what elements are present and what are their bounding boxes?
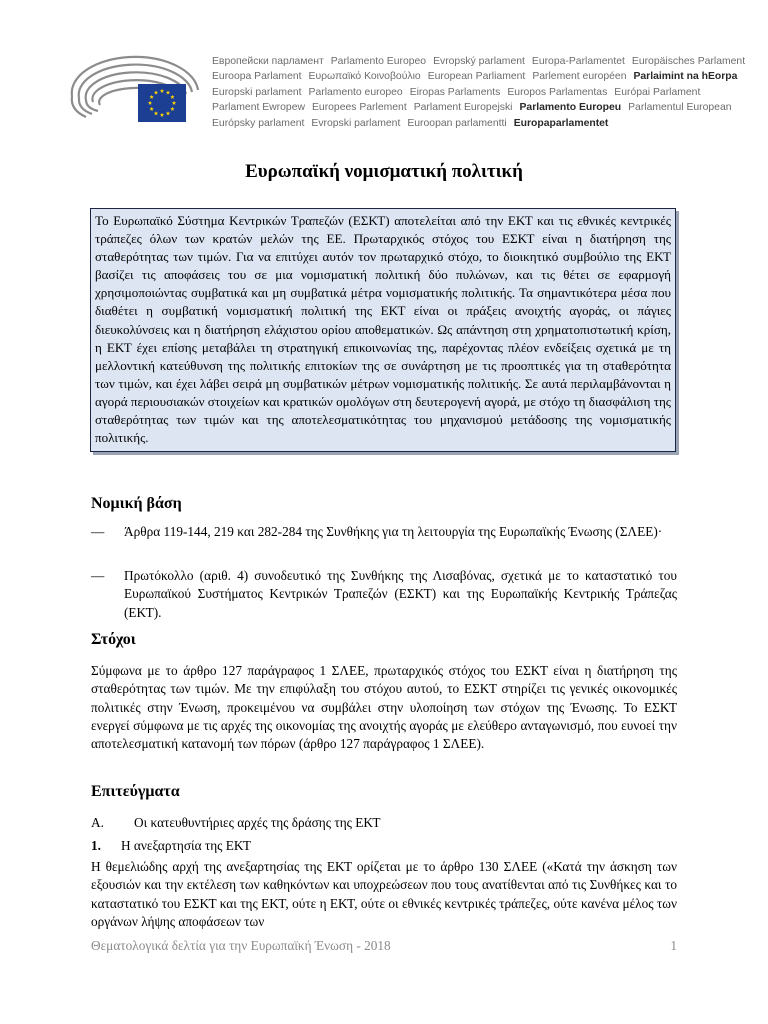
page-header [0, 0, 768, 140]
language-row [212, 69, 752, 84]
section-a-heading [91, 815, 381, 831]
section-1-heading [91, 838, 251, 854]
list-item-text: Πρωτόκολλο (αριθ. 4) συνοδευτικό της Συνθήκης της Λισαβόνας, σχετικά με το καταστατικό του Ευρωπαϊκού Συστήματος Κεντρικών Τραπεζών (ΕΣΚΤ) και της Ευρωπαϊκής Κεντρικής Τράπεζας (ΕΚΤ). [124, 568, 677, 620]
page-footer [91, 938, 677, 954]
list-item-text: Άρθρα 119-144, 219 και 282-284 της Συνθήκης για τη λειτουργία της Ευρωπαϊκής Ένωσης (ΣΛΕΕ)· [124, 524, 663, 539]
bullet-dash: — [91, 524, 105, 539]
language-row [212, 100, 752, 115]
language-name: Evropský parlament [433, 56, 525, 67]
language-row [212, 85, 752, 100]
language-name: Európsky parlament [212, 117, 305, 129]
language-row [212, 116, 752, 131]
language-name: Parlamento Europeo [330, 56, 427, 67]
language-name: Europees Parlement [311, 102, 407, 114]
language-name: Parlaimint na hEorpa [633, 71, 738, 83]
list-item [91, 567, 677, 622]
section-label: 1. [91, 838, 101, 853]
page-number: 1 [670, 938, 677, 953]
section-title: Οι κατευθυντήριες αρχές της δράσης της ΕΚΤ [134, 815, 381, 830]
language-name: Европейски парламент [212, 56, 324, 67]
european-parliament-logo [66, 50, 204, 126]
language-name: Parlament Ewropew [212, 102, 305, 114]
page-title: Ευρωπαϊκή νομισματική πολιτική [245, 161, 523, 182]
footer-title: Θεματολογικά δελτία για την Ευρωπαϊκή Ένωση - 2018 [91, 938, 391, 953]
language-name: Europski parlament [212, 86, 302, 98]
language-name: Europaparlamentet [513, 117, 609, 129]
language-name: Parlement européen [532, 71, 627, 83]
summary-box: Το Ευρωπαϊκό Σύστημα Κεντρικών Τραπεζών (ΕΣΚΤ) αποτελείται από την ΕΚΤ και τις εθνικές κεντρικές τράπεζες όλων των κρατών μελών της ΕΕ. Πρωταρχικός στόχος του ΕΣΚΤ είναι η διατήρηση της σταθερότητας των τιμών. Για να επιτύχει αυτόν τον πρωταρχικό στόχο, το διοικητικό συμβούλιο της ΕΚΤ βασίζει τις αποφάσεις του σε μια νομισματική πολιτική δύο πυλώνων, και τις θέτει σε εφαρμογή χρησιμοποιώντας συμβατικά και μη συμβατικά μέτρα νομισματικής πολιτικής. Τα σημαντικότερα μέσα που διαθέτει η συμβατική νομισματική πολιτική της ΕΚΤ είναι οι πράξεις ανοιχτής αγοράς, οι πάγιες διευκολύνσεις και η διατήρηση ελάχιστου ορίου αποθεματικών. Ως απάντηση στη χρηματοπιστωτική κρίση, η ΕΚΤ έχει επίσης μεταβάλει τη στρατηγική επικοινωνίας της, παρέχοντας πλέον ενδείξεις σχετικά με τη μελλοντική κατεύθυνση της πολιτικής επιτοκίων της σε συνάρτηση με τις προοπτικές για τη σταθερότητα των τιμών, και έχει λάβει σειρά μη συμβατικών μέτρων νομισματικής πολιτικής. Σε αυτά περιλαμβάνονται η αγορά περιουσιακών στοιχείων και κρατικών ομολόγων στη δευτερογενή αγορά, με στόχο τη διασφάλιση της σταθερότητας των τιμών και της αποτελεσματικότητας του μηχανισμού μετάδοσης της νομισματικής πολιτικής. [90, 208, 676, 452]
language-name: Euroopan parlamentti [407, 117, 507, 129]
achievements-paragraph: Η θεμελιώδης αρχή της ανεξαρτησίας της ΕΚΤ ορίζεται με το άρθρο 130 ΣΛΕΕ («Κατά την άσκηση των εξουσιών και την εκτέλεση των καθηκόντων και υποχρεώσεων που τους ανατίθενται από τις Συνθήκες και το καταστατικό του ΕΣΚΤ και της ΕΚΤ, ούτε η ΕΚΤ, ούτε οι εθνικές κεντρικές τράπεζες, ούτε κανένα μέλος των οργάνων λήψης αποφάσεων των [91, 859, 677, 929]
language-name: Európai Parlament [614, 86, 701, 98]
language-name: Europos Parlamentas [507, 86, 608, 98]
heading-legal-basis: Νομική βάση [91, 495, 182, 512]
language-name: Parlamento europeo [308, 86, 403, 98]
list-item [91, 523, 677, 541]
section-title: Η ανεξαρτησία της ΕΚΤ [121, 838, 252, 853]
language-row [212, 54, 752, 69]
section-label: A. [91, 815, 104, 830]
heading-achievements: Επιτεύγματα [91, 783, 180, 800]
language-name: Euroopa Parlament [212, 71, 302, 83]
heading-objectives: Στόχοι [91, 631, 136, 648]
language-name: Europa-Parlamentet [531, 56, 625, 67]
language-name: Evropski parlament [311, 117, 401, 129]
language-name: Parlament Europejski [413, 102, 513, 114]
language-names [212, 54, 752, 131]
language-name: Europäisches Parlament [631, 56, 746, 67]
language-name: Ευρωπαϊκό Κοινοβούλιο [308, 71, 421, 83]
language-name: European Parliament [427, 71, 526, 83]
bullet-dash: — [91, 568, 105, 583]
language-name: Eiropas Parlaments [409, 86, 501, 98]
language-name: Parlamento Europeu [519, 102, 622, 114]
language-name: Parlamentul European [628, 102, 732, 114]
objectives-paragraph: Σύμφωνα με το άρθρο 127 παράγραφος 1 ΣΛΕΕ, πρωταρχικός στόχος του ΕΣΚΤ είναι η διατήρηση της σταθερότητας των τιμών. Με την επιφύλαξη του στόχου αυτού, το ΕΣΚΤ στηρίζει τις γενικές οικονομικές πολιτικές στην Ένωση, προκειμένου να συμβάλει στην υλοποίηση των στόχων της Ένωσης. Το ΕΣΚΤ ενεργεί σύμφωνα με τις αρχές της οικονομίας της ανοιχτής αγοράς με ελεύθερο ανταγωνισμό, που ευνοεί την αποτελεσματική κατανομή των πόρων (άρθρο 127 παράγραφος 1 ΣΛΕΕ). [91, 663, 677, 752]
